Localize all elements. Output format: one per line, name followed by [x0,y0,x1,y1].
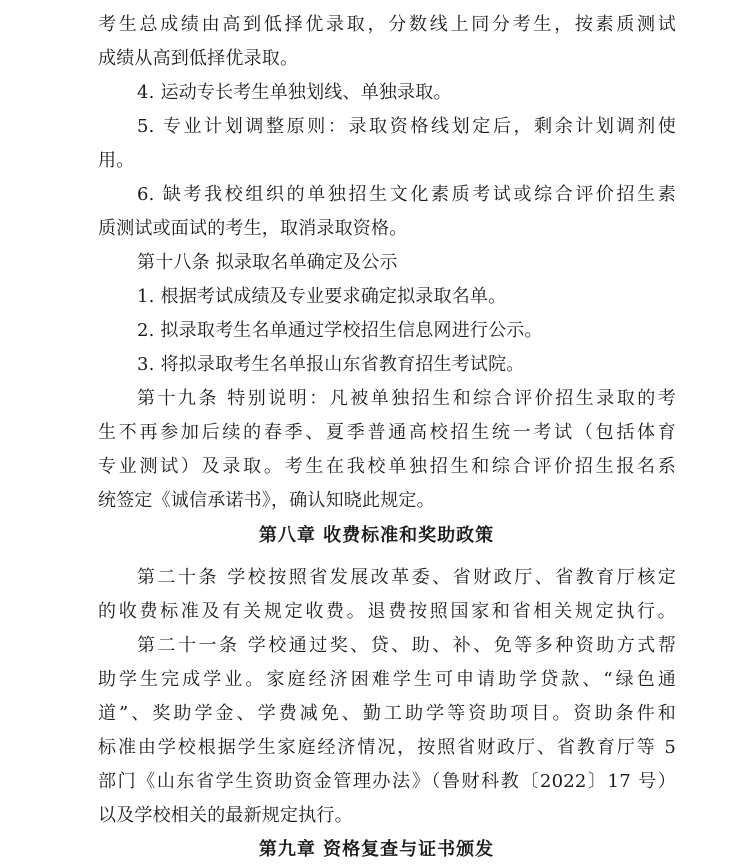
chapter-heading: 第九章 资格复查与证书颁发 [258,839,495,860]
list-item: 1. 根据考试成绩及专业要求确定拟录取名单。 [137,286,507,307]
paragraph-line: 考生总成绩由高到低择优录取，分数线上同分考生，按素质测试 [98,14,676,35]
list-item: 2. 拟录取考生名单通过学校招生信息网进行公示。 [137,320,543,341]
paragraph-line: 第十九条 特别说明：凡被单独招生和综合评价招生录取的考 [137,388,676,409]
paragraph-line: 专业测试）及录取。考生在我校单独招生和综合评价招生报名系 [98,456,676,477]
list-item: 3. 将拟录取考生名单报山东省教育招生考试院。 [137,354,525,375]
paragraph-line: 标准由学校根据学生家庭经济情况，按照省财政厅、省教育厅等 5 [98,737,676,758]
paragraph-line: 以及学校相关的最新规定执行。 [98,805,353,826]
paragraph-line: 道”、奖助学金、学费减免、勤工助学等资助项目。资助条件和 [98,703,676,724]
paragraph-line: 生不再参加后续的春季、夏季普通高校招生统一考试（包括体育 [98,422,676,443]
paragraph-line: 助学生完成学业。家庭经济困难学生可申请助学贷款、“绿色通 [98,669,676,690]
list-item: 4. 运动专长考生单独划线、单独录取。 [137,82,452,103]
paragraph-line: 质测试或面试的考生，取消录取资格。 [98,218,408,239]
paragraph-line: 统签定《诚信承诺书》，确认知晓此规定。 [98,490,435,511]
chapter-heading: 第八章 收费标准和奖助政策 [258,525,495,546]
paragraph-line: 部门《山东省学生资助资金管理办法》（鲁财科教〔2022〕17 号） [98,771,676,792]
paragraph-line: 的收费标准及有关规定收费。退费按照国家和省相关规定执行。 [98,601,676,622]
list-item: 6. 缺考我校组织的单独招生文化素质考试或综合评价招生素 [137,184,676,205]
list-item: 5. 专业计划调整原则：录取资格线划定后，剩余计划调剂使 [137,116,676,137]
paragraph-line: 用。 [98,150,135,171]
paragraph-line: 第二十条 学校按照省发展改革委、省财政厅、省教育厅核定 [137,567,676,588]
article-heading: 第十八条 拟录取名单确定及公示 [137,252,398,273]
paragraph-line: 成绩从高到低择优录取。 [98,48,299,69]
paragraph-line: 第二十一条 学校通过奖、贷、助、补、免等多种资助方式帮 [137,635,676,656]
